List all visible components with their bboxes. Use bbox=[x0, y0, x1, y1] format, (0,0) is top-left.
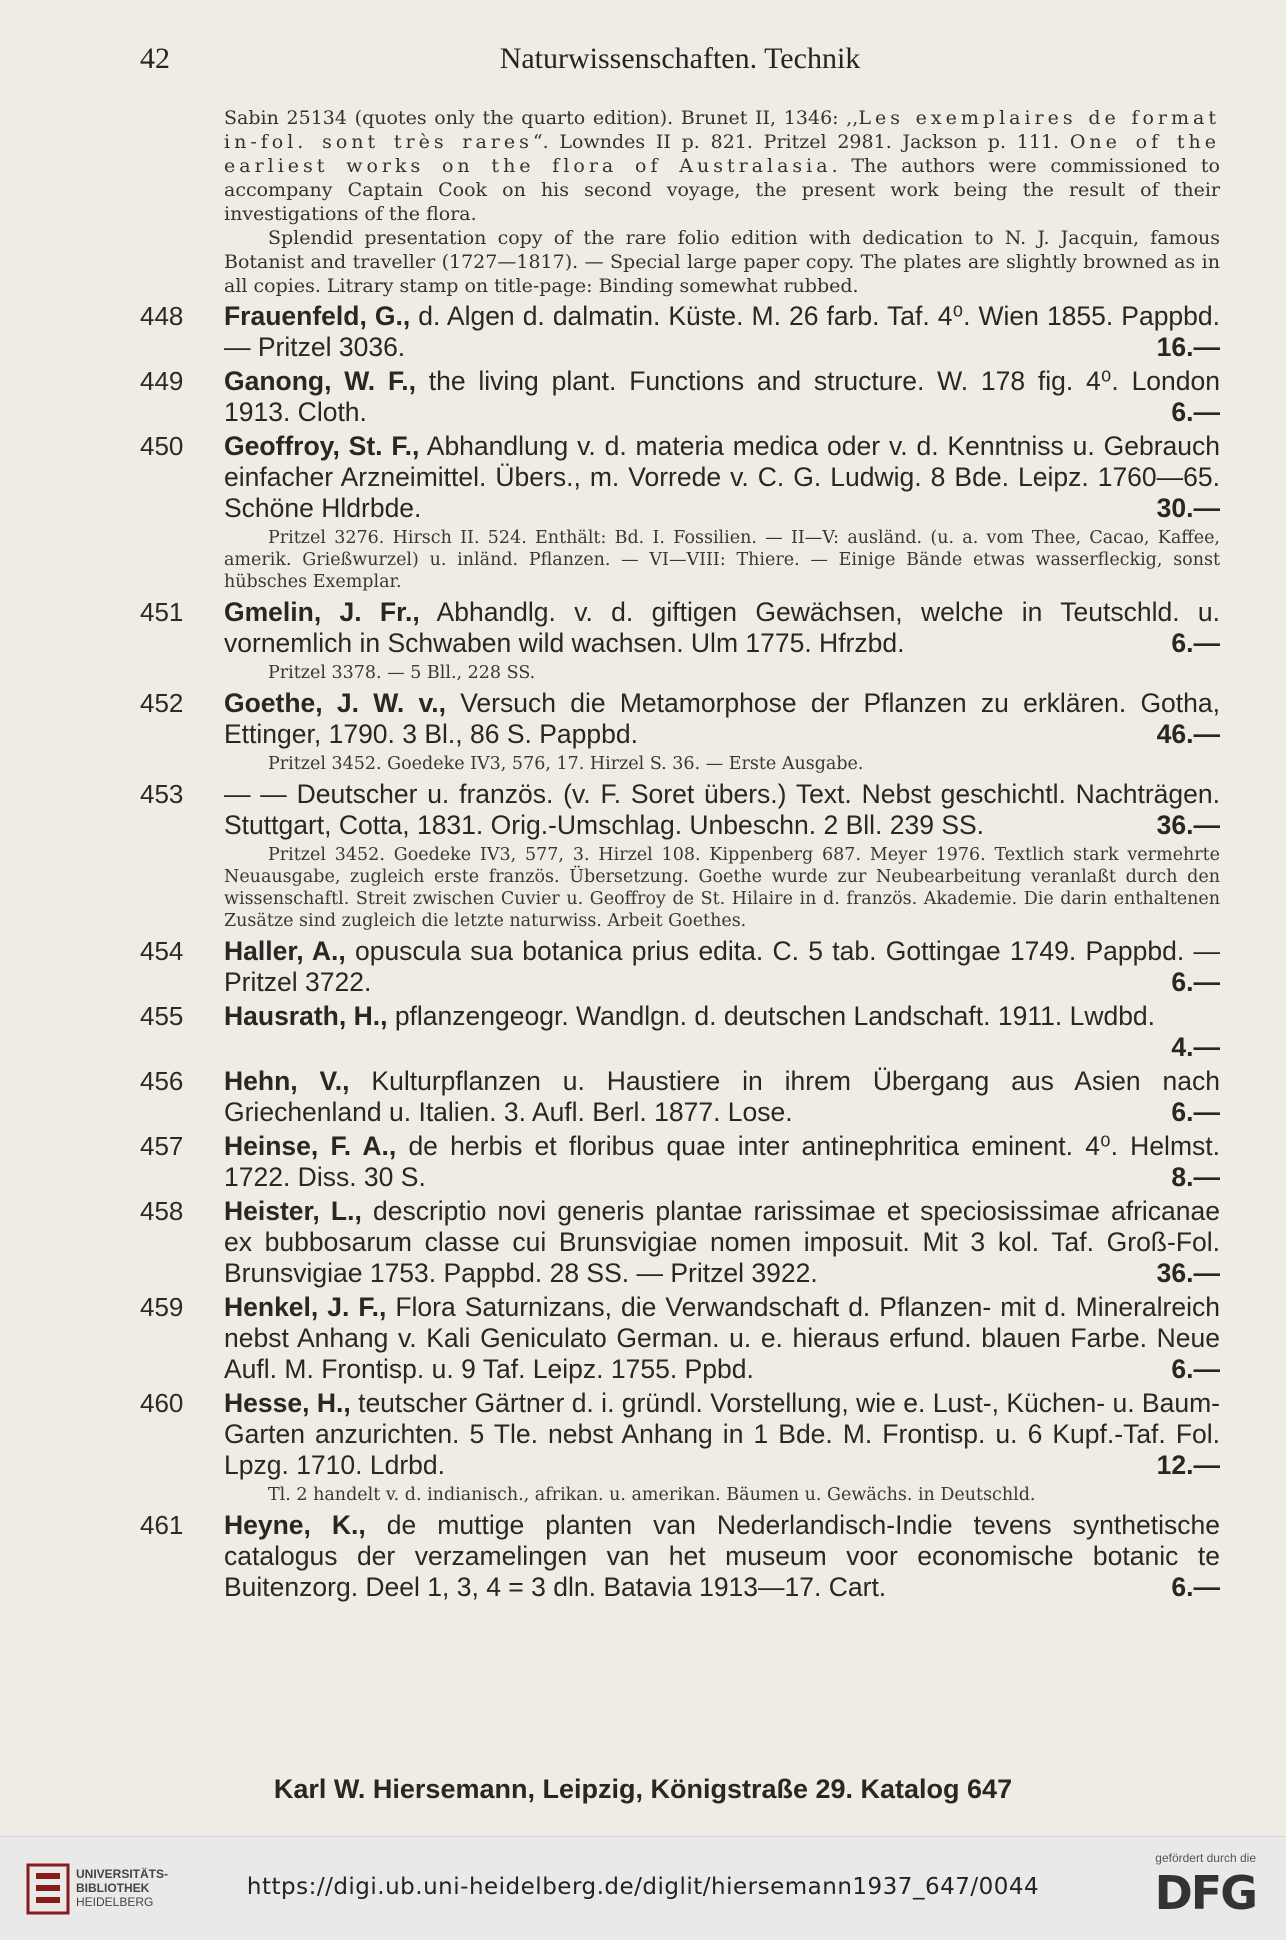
entry-price: 6.— bbox=[1171, 1097, 1220, 1127]
entry-note: Tl. 2 handelt v. d. indianisch., afrikan. u. amerikan. Bäumen u. Gewächs. in Deutschld. bbox=[268, 1485, 1036, 1505]
dfg-sponsor[interactable] bbox=[1106, 1851, 1256, 1931]
entry-number: 459 bbox=[140, 1292, 184, 1322]
entry-title: pflanzengeogr. Wandlgn. d. deutschen Landschaft. 1911. Lwdbd. bbox=[387, 1001, 1156, 1031]
entry-description bbox=[224, 597, 1220, 659]
dfg-logo: DFG bbox=[1154, 1866, 1256, 1920]
spaced-emphasis: Les exemplaires de format in-fol. sont très rares bbox=[224, 107, 1220, 153]
entry-author: Gmelin, J. Fr., bbox=[224, 597, 420, 627]
entry-title: opuscula sua botanica prius edita. C. 5 tab. Gottingae 1749. Pappbd. — Pritzel 3722. bbox=[224, 936, 1220, 997]
entry-price: 6.— bbox=[1171, 1354, 1220, 1384]
entry-author: Henkel, J. F., bbox=[224, 1292, 387, 1322]
entry-number: 456 bbox=[140, 1066, 184, 1096]
entry-title: de muttige planten van Nederlandisch-Indie tevens synthetische catalogus der verzamelingen van het museum voor economische botanic te Buitenzorg. Deel 1, 3, 4 = 3 dln. Batavia 1913—17. Cart. bbox=[224, 1510, 1220, 1602]
entry-author: Haller, A., bbox=[224, 936, 346, 966]
intro-text: . The authors were commissioned to accompany Captain Cook on his second voyage, the present work being the result of their investigations of the flora. bbox=[224, 155, 1221, 225]
entry-note: Pritzel 3378. — 5 Bll., 228 SS. bbox=[268, 663, 536, 683]
entry-description bbox=[224, 1388, 1220, 1481]
intro-text: Sabin 25134 (quotes only the quarto edition). Brunet II, 1346: ,, bbox=[224, 107, 859, 129]
entry-description bbox=[224, 1510, 1220, 1603]
intro-text: Splendid presentation copy of the rare folio edition with dedication to N. J. Jacquin, famous Botanist and traveller (1727—1817). — Special large paper copy. The plates are slightly browned as in all copies. Litrary stamp on title-page: Binding somewhat rubbed. bbox=[224, 227, 1220, 297]
entry-description bbox=[224, 936, 1220, 998]
entry-description bbox=[224, 1066, 1220, 1128]
library-name-line: BIBLIOTHEK bbox=[76, 1881, 150, 1895]
entry-number: 448 bbox=[140, 301, 184, 331]
catalog-entry bbox=[140, 1388, 1220, 1506]
entry-note: Pritzel 3452. Goedeke IV3, 577, 3. Hirzel 108. Kippenberg 687. Meyer 1976. Textlich stark vermehrte Neuausgabe, zugleich erste französ. Übersetzung. Goethe wurde zur Neubearbeitung veranlaßt durch den wissenschaftl. Streit zwischen Cuvier u. Geoffroy de St. Hilaire in d. französ. Akademie. Die darin enthaltenen Zusätze sind zugleich die letzte naturwiss. Arbeit Goethes. bbox=[224, 845, 1220, 931]
entry-number: 452 bbox=[140, 688, 184, 718]
catalog-entry bbox=[140, 1066, 1220, 1128]
intro-text: “. Lowndes II p. 821. Pritzel 2981. Jackson p. 111. bbox=[532, 131, 1070, 153]
entry-author: Hehn, V., bbox=[224, 1066, 350, 1096]
entry-number: 451 bbox=[140, 597, 184, 627]
entry-number: 457 bbox=[140, 1131, 184, 1161]
entry-note: Pritzel 3276. Hirsch II. 524. Enthält: Bd. I. Fossilien. — II—V: ausländ. (u. a. vom Thee, Cacao, Kaffee, amerik. Grießwurzel) u. inländ. Pflanzen. — VI—VIII: Thiere. — Einige Bände etwas wasserfleckig, sonst hübsches Exemplar. bbox=[224, 528, 1220, 592]
catalog-entry bbox=[140, 431, 1220, 593]
page-number: 42 bbox=[140, 42, 170, 75]
entry-note: Pritzel 3452. Goedeke IV3, 576, 17. Hirzel S. 36. — Erste Ausgabe. bbox=[268, 754, 864, 774]
entry-number: 453 bbox=[140, 779, 184, 809]
sponsor-caption: gefördert durch die bbox=[1155, 1851, 1256, 1865]
entry-description bbox=[224, 431, 1220, 524]
entry-author: Geoffroy, St. F., bbox=[224, 431, 420, 461]
entry-price: 30.— bbox=[1156, 493, 1220, 523]
entry-title: the living plant. Functions and structure. W. 178 fig. 4⁰. London 1913. Cloth. bbox=[224, 366, 1220, 427]
entry-title: de herbis et floribus quae inter antinephritica eminent. 4⁰. Helmst. 1722. Diss. 30 S. bbox=[224, 1131, 1220, 1192]
entry-description bbox=[224, 1292, 1220, 1385]
entry-title: Flora Saturnizans, die Verwandschaft d. Pflanzen- mit d. Mineralreich nebst Anhang v. Kali Geniculato German. u. e. hieraus erfund. blauen Farbe. Neue Aufl. M. Frontisp. u. 9 Taf. Leipz. 1755. Ppbd. bbox=[224, 1292, 1220, 1384]
continued-description bbox=[224, 106, 1220, 298]
permalink-url[interactable]: https://digi.ub.uni-heidelberg.de/diglit/hiersemann1937_647/0044 bbox=[246, 1874, 1040, 1900]
entry-price: 8.— bbox=[1171, 1162, 1220, 1192]
entry-title: Abhandlg. v. d. giftigen Gewächsen, welche in Teutschld. u. vornemlich in Schwaben wild wachsen. Ulm 1775. Hfrzbd. bbox=[224, 597, 1220, 658]
entry-number: 460 bbox=[140, 1388, 184, 1418]
entry-price: 36.— bbox=[1156, 810, 1220, 840]
entry-number: 455 bbox=[140, 1001, 184, 1031]
catalog-entry bbox=[140, 688, 1220, 775]
entry-author: Heister, L., bbox=[224, 1196, 362, 1226]
entry-number: 450 bbox=[140, 431, 184, 461]
catalog-entry bbox=[140, 779, 1220, 932]
entry-title: descriptio novi generis plantae rarissimae et speciosissimae africanae ex bubbosarum classe cui Brunsvigiae nomen imposuit. Mit 3 kol. Taf. Groß-Fol. Brunsvigiae 1753. Pappbd. 28 SS. — Pritzel 3922. bbox=[224, 1196, 1220, 1288]
entry-title: Abhandlung v. d. materia medica oder v. d. Kenntniss u. Gebrauch einfacher Arzneimittel. Übers., m. Vorrede v. C. G. Ludwig. 8 Bde. Leipz. 1760—65. Schöne Hldrbde. bbox=[224, 431, 1220, 523]
entry-author: Goethe, J. W. v., bbox=[224, 688, 446, 718]
entry-price: 6.— bbox=[1171, 1572, 1220, 1602]
catalog-entry bbox=[140, 1510, 1220, 1603]
spaced-emphasis: One of the earliest works on the flora of Australasia bbox=[224, 131, 1220, 177]
entry-title: teutscher Gärtner d. i. gründl. Vorstellung, wie e. Lust-, Küchen- u. Baum-Garten anzurichten. 5 Tle. nebst Anhang in 1 Bde. M. Frontisp. u. 6 Kupf.-Taf. Fol. Lpzg. 1710. Ldrbd. bbox=[224, 1388, 1220, 1480]
entry-description bbox=[224, 1001, 1220, 1063]
entry-description bbox=[224, 301, 1220, 363]
catalog-entry bbox=[140, 597, 1220, 684]
entry-price: 6.— bbox=[1171, 628, 1220, 658]
viewer-footer-bar bbox=[0, 1836, 1286, 1940]
entry-number: 454 bbox=[140, 936, 184, 966]
entry-price: 4.— bbox=[1171, 1032, 1220, 1062]
entry-price: 16.— bbox=[1156, 332, 1220, 362]
entry-list bbox=[140, 301, 1220, 1603]
entry-price: 12.— bbox=[1156, 1450, 1220, 1480]
entry-title: — — Deutscher u. französ. (v. F. Soret übers.) Text. Nebst geschichtl. Nachträgen. Stuttgart, Cotta, 1831. Orig.-Umschlag. Unbeschn. 2 Bll. 239 SS. bbox=[224, 779, 1220, 840]
entry-author: Hausrath, H., bbox=[224, 1001, 388, 1031]
library-name-line: HEIDELBERG bbox=[76, 1895, 154, 1909]
entry-number: 449 bbox=[140, 366, 184, 396]
entry-author: Frauenfeld, G., bbox=[224, 301, 411, 331]
entry-price: 46.— bbox=[1156, 719, 1220, 749]
entry-author: Heyne, K., bbox=[224, 1510, 366, 1540]
catalog-entry bbox=[140, 1196, 1220, 1289]
catalog-entry bbox=[140, 1292, 1220, 1385]
intro-paragraph bbox=[224, 226, 1220, 298]
catalog-entry bbox=[140, 1001, 1220, 1063]
catalog-entry bbox=[140, 1131, 1220, 1193]
catalog-content bbox=[140, 106, 1220, 1603]
entry-price: 6.— bbox=[1171, 397, 1220, 427]
entry-description bbox=[224, 1196, 1220, 1289]
entry-description bbox=[224, 779, 1220, 841]
entry-author: Heinse, F. A., bbox=[224, 1131, 397, 1161]
entry-description bbox=[224, 366, 1220, 428]
catalog-entry bbox=[140, 366, 1220, 428]
entry-description bbox=[224, 1131, 1220, 1193]
entry-title: Versuch die Metamorphose der Pflanzen zu erklären. Gotha, Ettinger, 1790. 3 Bl., 86 S. Pappbd. bbox=[224, 688, 1220, 749]
entry-author: Ganong, W. F., bbox=[224, 366, 416, 396]
entry-price: 6.— bbox=[1171, 967, 1220, 997]
entry-number: 461 bbox=[140, 1510, 184, 1540]
page-header bbox=[140, 42, 1220, 82]
catalog-entry bbox=[140, 301, 1220, 363]
publisher-footer: Karl W. Hiersemann, Leipzig, Königstraße 29. Katalog 647 bbox=[273, 1774, 1013, 1804]
entry-description bbox=[224, 688, 1220, 750]
intro-paragraph bbox=[224, 106, 1220, 226]
entry-author: Hesse, H., bbox=[224, 1388, 351, 1418]
entry-number: 458 bbox=[140, 1196, 184, 1226]
catalog-entry bbox=[140, 936, 1220, 998]
entry-price: 36.— bbox=[1156, 1258, 1220, 1288]
entry-title: Kulturpflanzen u. Haustiere in ihrem Übergang aus Asien nach Griechenland u. Italien. 3. Aufl. Berl. 1877. Lose. bbox=[224, 1066, 1220, 1127]
entry-title: d. Algen d. dalmatin. Küste. M. 26 farb. Taf. 4⁰. Wien 1855. Pappbd. — Pritzel 3036. bbox=[224, 301, 1221, 362]
library-name-line: UNIVERSITÄTS- bbox=[76, 1867, 169, 1881]
running-title: Naturwissenschaften. Technik bbox=[499, 42, 861, 75]
